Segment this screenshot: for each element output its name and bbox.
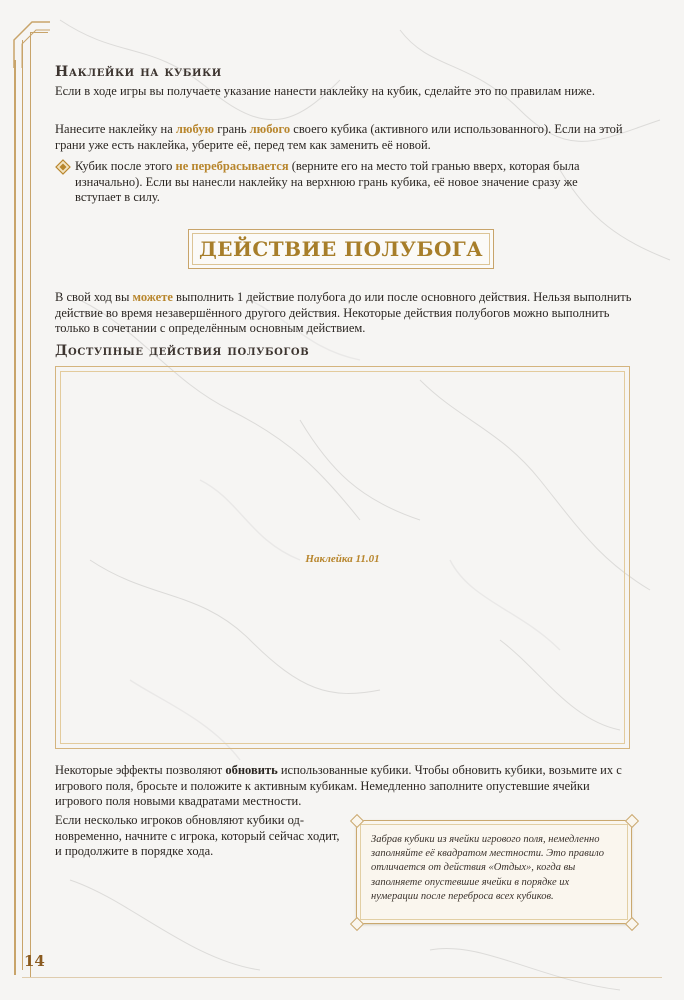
frame-left-inner — [22, 40, 23, 970]
demigod-intro-paragraph: В свой ход вы можете выполнить 1 действие полубога до или после основного действия. Нельзя выполнить действие во время незавершённого другого действия. Некоторые действия полубогов можно выполнить только в сочетании с определённым основным действием. — [55, 290, 632, 335]
side-note — [356, 820, 632, 924]
page-number: 14 — [24, 952, 45, 970]
highlight-can: можете — [132, 290, 173, 304]
bold-refresh: обновить — [225, 763, 278, 777]
frame-bottom-accent — [22, 977, 662, 978]
sticker-label: Наклейка 11.01 — [305, 553, 380, 565]
section-title-stickers: Наклейки на кубики — [55, 64, 222, 80]
stickers-paragraph-1: Если в ходе игры вы получаете указание нанести наклейку на кубик, сделайте это по правилам ниже. — [55, 84, 595, 98]
multiple-players-paragraph: Если несколько игроков обновляют кубики одновременно, начните с игрока, который сейчас ходит, и продолжите в порядке хода. — [55, 813, 340, 858]
diamond-bullet-icon — [55, 159, 71, 175]
stickers-paragraph-2: Нанесите наклейку на любую грань любого своего кубика (активного или использованного). Если на этой грани уже есть наклейка, уберите её, перед тем как заменить её новой. — [55, 122, 623, 152]
sticker-placeholder-box — [55, 366, 630, 749]
stickers-bullet: Кубик после этого не перебрасывается (верните его на место той гранью вверх, которая была изначально). Если вы нанесли наклейку на верхнюю грань кубика, её новое значение сразу же вступает в силу. — [75, 159, 580, 204]
section-title-available-actions: Доступные действия полубогов — [55, 343, 310, 359]
frame-left-outer — [14, 60, 16, 975]
highlight-any-face: любую — [175, 122, 215, 136]
side-note-text: Забрав кубики из ячейки игрового поля, немедленно заполняйте её квадратом местности. Это правило отличается от действия «Отдых», когда вы заполняете опустевшие ячейки в порядке их нумерации после переброса всех кубиков. — [371, 834, 605, 902]
frame-left-inner2 — [30, 32, 31, 977]
highlight-not-rerolled: не перебрасывается — [175, 159, 289, 173]
demigod-action-banner — [188, 229, 494, 269]
refresh-dice-paragraph: Некоторые эффекты позволяют обновить использованные кубики. Чтобы обновить кубики, возьмите их с игрового поля, бросьте и положите к активным кубикам. Немедленно заполните опустевшие ячейки игрового поля новыми квадратами местности. — [55, 763, 622, 808]
frame-corner-ornament — [12, 20, 52, 70]
banner-title: ДЕЙСТВИЕ ПОЛУБОГА — [198, 237, 484, 261]
highlight-any-die: любого — [249, 122, 291, 136]
